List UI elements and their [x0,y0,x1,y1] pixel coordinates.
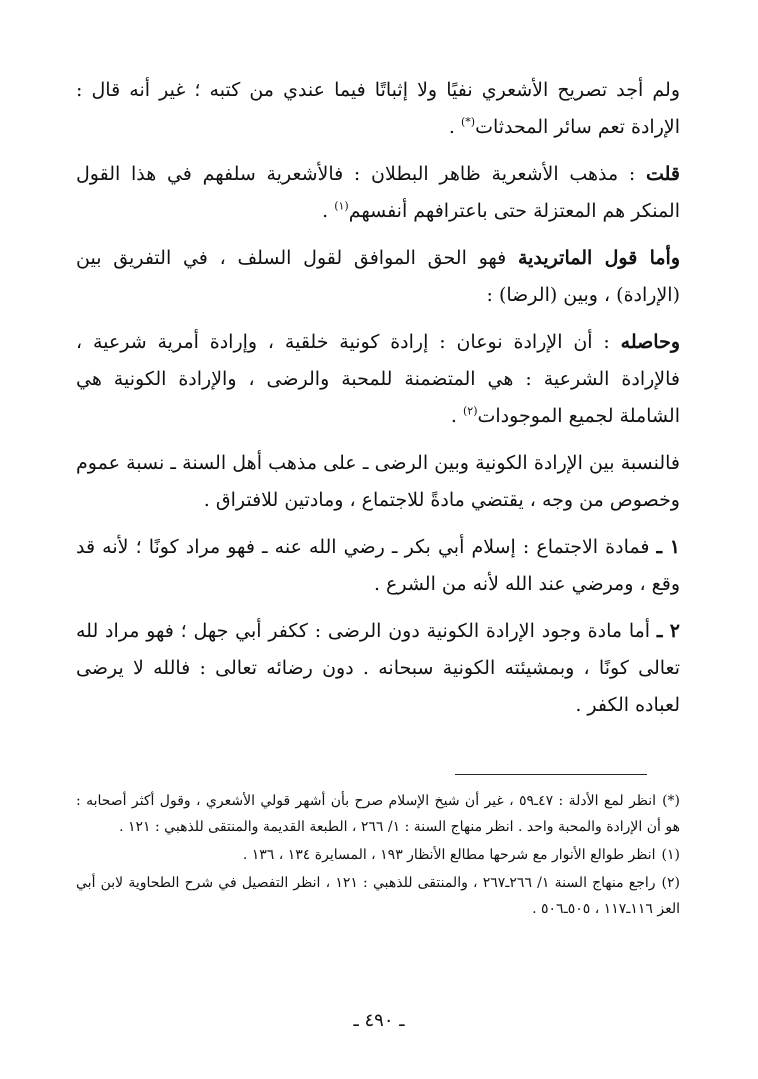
footnote-ref-2[interactable]: (٢) [463,404,478,418]
page-number: ـ ٤٩٠ ـ [353,1010,405,1031]
paragraph-4: وحاصله : أن الإرادة نوعان : إرادة كونية خلقية ، وإرادة أمرية شرعية ، فالإرادة الشرعية : هي المتضمنة للمحبة والرضى ، والإرادة الكونية هي الشاملة لجميع الموجودات$^{(٢)}$ . [76,331,680,427]
paragraph-3: وأما قول الماتريدية فهو الحق الموافق لقول السلف ، في التفريق بين (الإرادة) ، وبين (الرضا) : [76,247,680,306]
footnote-1: (١)انظر طوالع الأنوار مع شرحها مطالع الأنظار ١٩٣ ، المسايرة ١٣٤ ، ١٣٦ . [242,847,680,863]
footnote-2: (٢)راجع منهاج السنة ١/ ٢٦٦ـ٢٦٧ ، والمنتقى للذهبي : ١٢١ ، انظر التفصيل في شرح الطحاوية لابن أبي العز ١١٦ـ١١٧ ، ٥٠٥ـ٥٠٦ . [76,875,681,917]
footnote-star: (*)انظر لمع الأدلة : ٤٧ـ٥٩ ، غير أن شيخ الإسلام صرح بأن أشهر قولي الأشعري ، وقول أكثر أصحابه : هو أن الإرادة والمحبة واحد . انظر منهاج السنة : ١/ ٢٦٦ ، الطبعة القديمة والمنتقى للذهبي : ١٢١ . [76,793,681,835]
paragraph-2: قلت : مذهب الأشعرية ظاهر البطلان : فالأشعرية سلفهم في هذا القول المنكر هم المعتزلة حتى باعترافهم أنفسهم$^{(١)}$ . [76,163,680,222]
paragraph-6: ١ ـ فمادة الاجتماع : إسلام أبي بكر ـ رضي الله عنه ـ فهو مراد كونًا ؛ لأنه قد وقع ، ومرضي عند الله لأنه من الشرع . [76,536,680,595]
footnote-divider [455,774,647,775]
paragraph-5: فالنسبة بين الإرادة الكونية وبين الرضى ـ على مذهب أهل السنة ـ نسبة عموم وخصوص من وجه ، يقتضي مادةً للاجتماع ، ومادتين للافتراق . [76,452,680,511]
paragraph-1: ولم أجد تصريح الأشعري نفيًا ولا إثباتًا فيما عندي من كتبه ؛ غير أنه قال : الإرادة تعم سائر المحدثات(*) . [76,79,680,138]
footnotes [76,788,680,924]
footnote-ref-1[interactable]: (١) [334,199,349,213]
footnote-ref-star[interactable]: (*) [460,115,476,129]
main-text [76,72,680,734]
paragraph-7: ٢ ـ أما مادة وجود الإرادة الكونية دون الرضى : ككفر أبي جهل ؛ فهو مراد لله تعالى كونًا ، وبمشيئته الكونية سبحانه . دون رضائه تعالى : فالله لا يرضى لعباده الكفر . [76,620,680,716]
